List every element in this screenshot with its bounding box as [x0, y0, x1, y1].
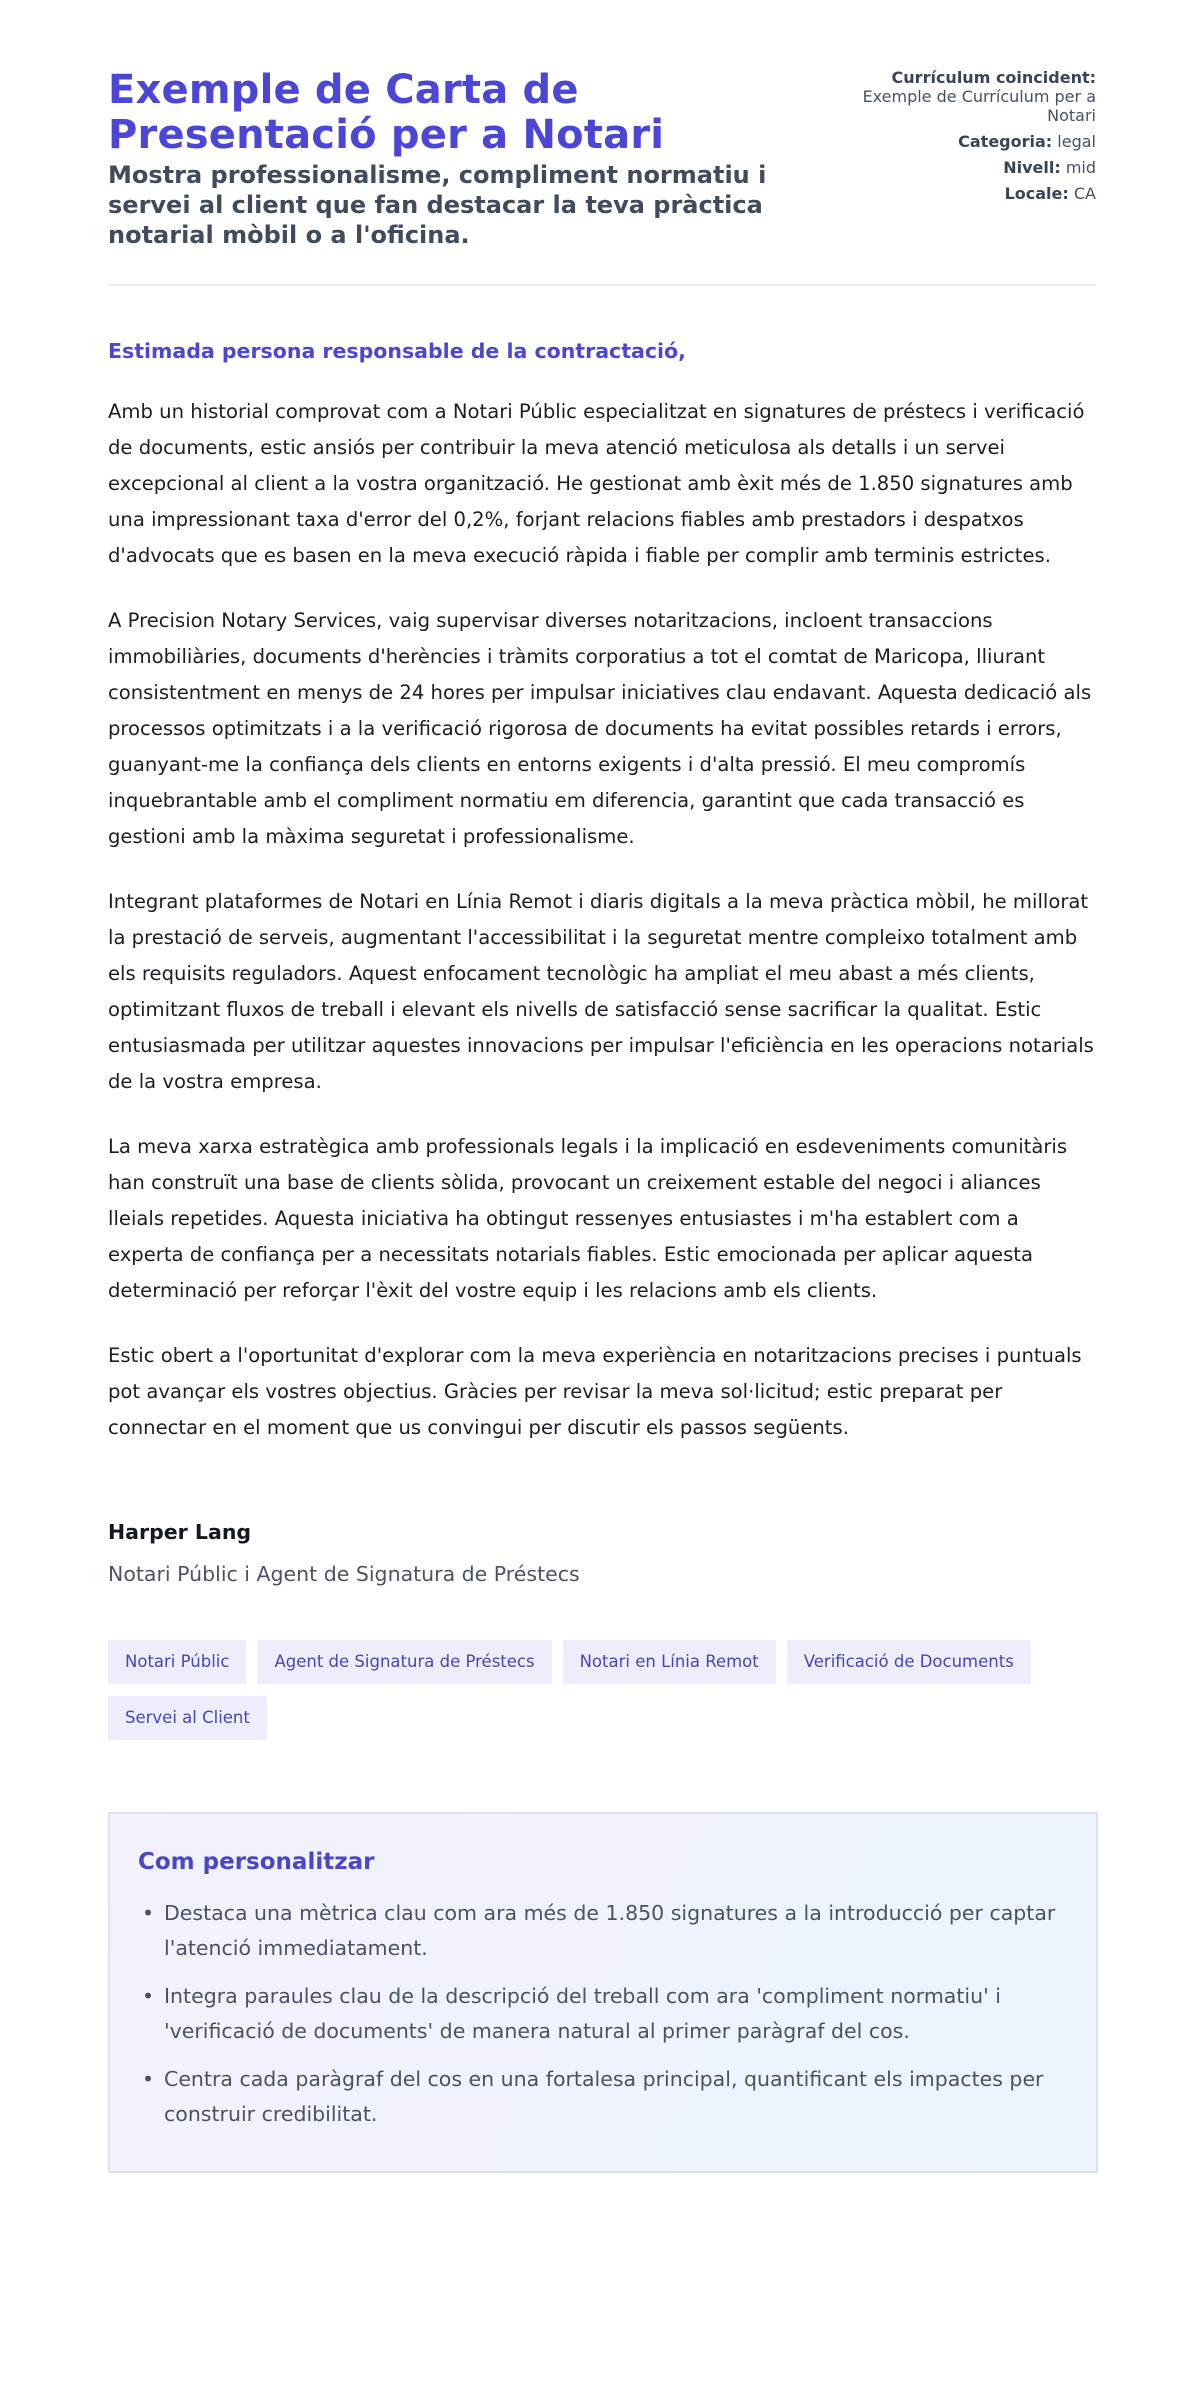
meta-panel: [856, 68, 1096, 210]
meta-matching-resume-label: Currículum coincident:: [891, 68, 1096, 87]
tag-verificacio-documents: Verificació de Documents: [787, 1640, 1031, 1684]
letter-paragraph-1: Amb un historial comprovat com a Notari Públic especialitzat en signatures de préstecs i verificació de documents, estic ansiós per contribuir la meva atenció meticulosa als detalls i un servei excepcional al client a la vostra organització. He gestionat amb èxit més de 1.850 signatures amb una impressionant taxa d'error del 0,2%, forjant relacions fiables amb prestadors i despatxos d'advocats que es basen en la meva execució ràpida i fiable per complir amb terminis estrictes.: [108, 400, 1085, 567]
meta-matching-resume: [856, 68, 1096, 125]
meta-locale: [856, 184, 1096, 203]
signature-block: [108, 1519, 1096, 1587]
meta-category: [856, 132, 1096, 151]
page-subtitle: Mostra professionalisme, compliment normatiu i servei al client que fan destacar la teva pràctica notarial mòbil o a l'oficina.: [108, 161, 767, 249]
tip-text: Centra cada paràgraf del cos en una fortalesa principal, quantificant els impactes per construir credibilitat.: [164, 2067, 1044, 2126]
tip-item: [142, 1896, 1068, 1966]
tag-notari-public: Notari Públic: [108, 1640, 246, 1684]
tip-text: Destaca una mètrica clau com ara més de 1.850 signatures a la introducció per captar l'atenció immediatament.: [164, 1901, 1056, 1960]
meta-locale-value: CA: [1073, 184, 1096, 203]
page-title: Exemple de Carta de Presentació per a Notari: [108, 67, 665, 158]
bullet-icon: •: [142, 2067, 155, 2091]
tip-text: Integra paraules clau de la descripció del treball com ara 'compliment normatiu' i 'verificació de documents' de manera natural al primer paràgraf del cos.: [164, 1984, 1001, 2043]
tip-item: [142, 2062, 1068, 2132]
signature-title: Notari Públic i Agent de Signatura de Préstecs: [108, 1562, 580, 1586]
meta-category-label: Categoria:: [958, 132, 1053, 151]
tips-title: Com personalitzar: [138, 1849, 375, 1875]
page-header: [108, 68, 1096, 286]
meta-category-value: legal: [1057, 132, 1096, 151]
meta-level-label: Nivell:: [1003, 158, 1061, 177]
keyword-tags: [108, 1640, 1098, 1740]
tag-notari-en-linia-remot: Notari en Línia Remot: [563, 1640, 776, 1684]
meta-locale-label: Locale:: [1004, 184, 1069, 203]
letter-paragraph-4: La meva xarxa estratègica amb professionals legals i la implicació en esdeveniments comunitàris han construït una base de clients sòlida, provocant un creixement estable del negoci i aliances lleials repetides. Aquesta iniciativa ha obtingut ressenyes entusiastes i m'ha establert com a experta de confiança per a necessitats notarials fiables. Estic emocionada per aplicar aquesta determinació per reforçar l'èxit del vostre equip i les relacions amb els clients.: [108, 1135, 1068, 1302]
tag-agent-signatura-prestecs: Agent de Signatura de Préstecs: [257, 1640, 551, 1684]
letter-paragraph-5: Estic obert a l'oportunitat d'explorar com la meva experiència en notaritzacions precises i puntuals pot avançar els vostres objectius. Gràcies per revisar la meva sol·licitud; estic preparat per connectar en el moment que us convingui per discutir els passos següents.: [108, 1344, 1082, 1439]
customization-tips-box: [108, 1812, 1098, 2173]
header-left: [108, 68, 828, 250]
meta-level-value: mid: [1065, 158, 1096, 177]
tag-servei-al-client: Servei al Client: [108, 1696, 267, 1740]
meta-matching-resume-value: Exemple de Currículum per a Notari: [862, 87, 1096, 125]
letter-paragraph-2: A Precision Notary Services, vaig supervisar diverses notaritzacions, incloent transaccions immobiliàries, documents d'herències i tràmits corporatius a tot el comtat de Maricopa, lliurant consistentment en menys de 24 hores per impulsar iniciatives clau endavant. Aquesta dedicació als processos optimitzats i a la verificació rigorosa de documents ha evitat possibles retards i errors, guanyant-me la confiança dels clients en entorns exigents i d'alta pressió. El meu compromís inquebrantable amb el compliment normatiu em diferencia, garantint que cada transacció es gestioni amb la màxima seguretat i professionalisme.: [108, 609, 1092, 848]
tips-list: [138, 1896, 1068, 2132]
letter-paragraph-3: Integrant plataformes de Notari en Línia Remot i diaris digitals a la meva pràctica mòbil, he millorat la prestació de serveis, augmentant l'accessibilitat i la seguretat mentre compleixo totalment amb els requisits reguladors. Aquest enfocament tecnològic ha ampliat el meu abast a més clients, optimitzant fluxos de treball i elevant els nivells de satisfacció sense sacrificar la qualitat. Estic entusiasmada per utilitzar aquestes innovacions per impulsar l'eficiència en les operacions notarials de la vostra empresa.: [108, 890, 1094, 1093]
salutation: Estimada persona responsable de la contractació,: [108, 339, 686, 363]
signature-name: Harper Lang: [108, 1520, 252, 1544]
letter-body: [108, 338, 1096, 1446]
meta-level: [856, 158, 1096, 177]
bullet-icon: •: [142, 1901, 155, 1925]
bullet-icon: •: [142, 1984, 155, 2008]
tip-item: [142, 1979, 1068, 2049]
